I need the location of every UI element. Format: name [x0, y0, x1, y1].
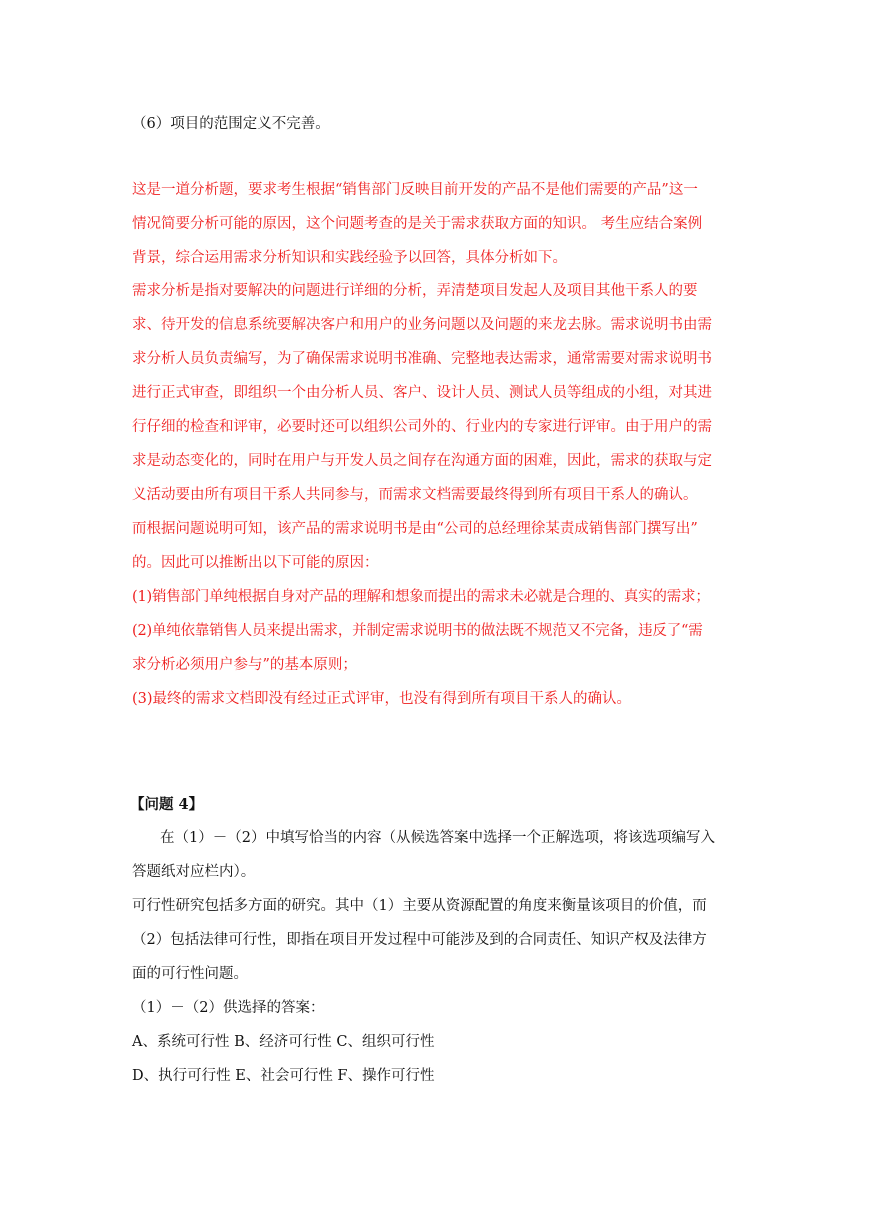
- question-4-line-2: 答题纸对应栏内）。: [132, 864, 256, 880]
- analysis-body-line-6: 求是动态变化的，同时在用户与开发人员之间存在沟通方面的困难，因此，需求的获取与定: [132, 453, 712, 469]
- analysis-body-line-8: 而根据问题说明可知，该产品的需求说明书是由“公司的总经理徐某责成销售部门撰写出”: [132, 521, 698, 537]
- scope-item-6: （6）项目的范围定义不完善。: [132, 116, 330, 132]
- reason-2: (2)单纯依靠销售人员来提出需求，并制定需求说明书的做法既不规范又不完备，违反了“需: [132, 623, 703, 639]
- analysis-body-line-2: 求、待开发的信息系统要解决客户和用户的业务问题以及问题的来龙去脉。需求说明书由需: [132, 317, 712, 333]
- reason-2-continued: 求分析必须用户参与”的基本原则；: [132, 657, 357, 673]
- analysis-intro-line-2: 情况简要分析可能的原因，这个问题考查的是关于需求获取方面的知识。 考生应结合案例: [132, 216, 703, 232]
- analysis-body-line-1: 需求分析是指对要解决的问题进行详细的分析，弄清楚项目发起人及项目其他干系人的要: [132, 283, 698, 299]
- analysis-intro-line-1: 这是一道分析题，要求考生根据“销售部门反映目前开发的产品不是他们需要的产品”这一: [132, 182, 698, 198]
- analysis-body-line-3: 求分析人员负责编写，为了确保需求说明书准确、完整地表达需求，通常需要对需求说明书: [132, 351, 712, 367]
- reason-1: (1)销售部门单纯根据自身对产品的理解和想象而提出的需求未必就是合理的、真实的需求；: [132, 589, 710, 605]
- analysis-body-line-9: 的。因此可以推断出以下可能的原因：: [132, 555, 379, 571]
- answer-choices-heading: （1）－（2）供选择的答案：: [132, 1000, 325, 1016]
- answer-choices-row-1: A、系统可行性 B、经济可行性 C、组织可行性: [132, 1034, 435, 1050]
- question-4-heading: 【问题 4】: [130, 796, 204, 813]
- question-4-line-5: 面的可行性问题。: [132, 966, 248, 982]
- reason-3: (3)最终的需求文档即没有经过正式评审，也没有得到所有项目干系人的确认。: [132, 691, 632, 707]
- analysis-body-line-5: 行仔细的检查和评审，必要时还可以组织公司外的、行业内的专家进行评审。由于用户的需: [132, 419, 712, 435]
- question-4-line-4: （2）包括法律可行性，即指在项目开发过程中可能涉及到的合同责任、知识产权及法律方: [132, 932, 707, 948]
- question-4-line-1: 在（1）－（2）中填写恰当的内容（从候选答案中选择一个正解选项，将该选项编写入: [160, 830, 715, 846]
- analysis-body-line-4: 进行正式审查，即组织一个由分析人员、客户、设计人员、测试人员等组成的小组，对其进: [132, 385, 712, 401]
- analysis-body-line-7: 义活动要由所有项目干系人共同参与，而需求文档需要最终得到所有项目干系人的确认。: [132, 487, 698, 503]
- question-4-line-3: 可行性研究包括多方面的研究。其中（1）主要从资源配置的角度来衡量该项目的价值，而: [132, 898, 707, 914]
- answer-choices-row-2: D、执行可行性 E、社会可行性 F、操作可行性: [132, 1068, 435, 1084]
- analysis-intro-line-3: 背景，综合运用需求分析知识和实践经验予以回答，具体分析如下。: [132, 250, 567, 266]
